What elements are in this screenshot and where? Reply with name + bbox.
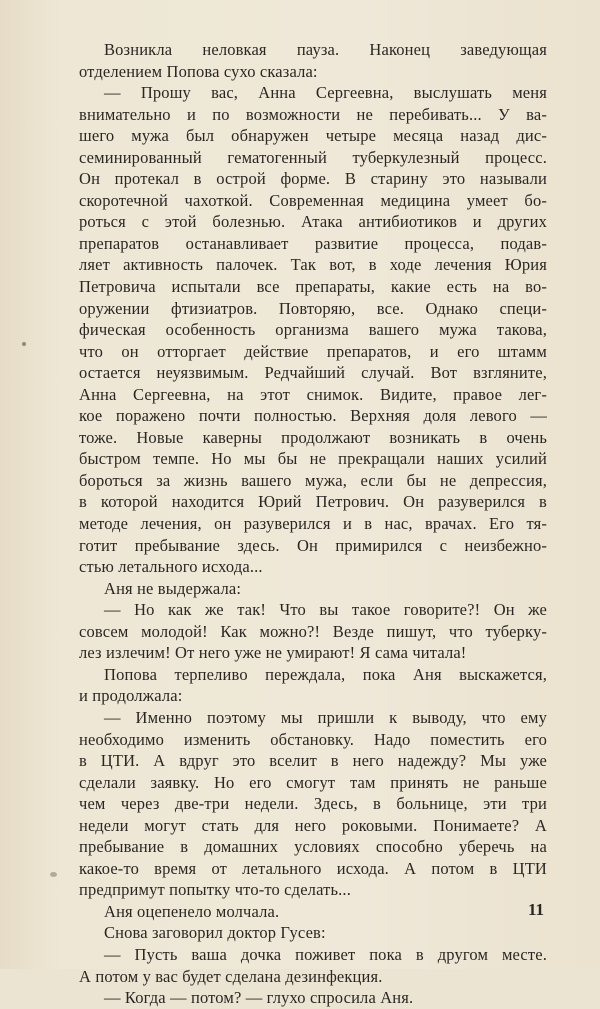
text-line: Он протекал в острой форме. В старину это называли (79, 169, 547, 189)
text-line: готит пребывание здесь. Он примирился с неизбежно- (79, 535, 547, 555)
text-line: отделением Попова сухо сказала: (79, 61, 318, 81)
text-line: кое поражено почти полностью. Верхняя доля левого — (79, 406, 547, 426)
text-line: недели могут стать для него роковыми. Понимаете? А (79, 815, 547, 835)
text-line: Аня не выдержала: (104, 578, 242, 598)
text-line: и продолжала: (79, 686, 183, 706)
text-line: Снова заговорил доктор Гусев: (104, 923, 326, 943)
text-line: — Прошу вас, Анна Сергеевна, выслушать меня (104, 83, 547, 103)
text-line: роться с этой болезнью. Атака антибиотиков и других (79, 212, 547, 232)
text-line: методе лечения, он разуверился и в нас, врачах. Его тя- (79, 514, 547, 534)
text-line: ляет активность палочек. Так вот, в ходе лечения Юрия (79, 255, 547, 275)
text-line: сделали заявку. Но его смогут там принять не раньше (79, 772, 547, 792)
margin-speck (50, 872, 57, 877)
text-line: А потом у вас будет сделана дезинфекция. (79, 966, 383, 986)
text-line: чем через две-три недели. Здесь, в больнице, эти три (79, 794, 547, 814)
text-line: лез излечим! От него уже не умирают! Я сама читала! (79, 643, 467, 663)
text-line: — Но как же так! Что вы такое говорите?! Он же (104, 600, 547, 620)
text-line: стью летального исхода... (79, 557, 263, 577)
text-line: скоротечной чахоткой. Современная медицина умеет бо- (79, 190, 547, 210)
text-line: Попова терпеливо переждала, пока Аня выскажется, (104, 664, 547, 684)
text-line: совсем молодой! Как можно?! Везде пишут, что туберку- (79, 621, 547, 641)
text-line: семинированный гематогенный туберкулезный процесс. (79, 147, 547, 167)
text-line: в которой находится Юрий Петрович. Он разуверился в (79, 492, 547, 512)
text-line: предпримут попытку что-то сделать... (79, 880, 351, 900)
page-number: 11 (527, 900, 544, 919)
text-line: препаратов останавливает развитие процесса, подав- (79, 233, 547, 253)
text-line: Аня оцепенело молчала. (104, 901, 280, 921)
text-line: быстром темпе. Но мы бы не прекращали наших усилий (79, 449, 547, 469)
text-line: в ЦТИ. А вдруг это вселит в него надежду? Мы уже (79, 751, 547, 771)
text-line: какое-то время от летального исхода. А потом в ЦТИ (79, 858, 547, 878)
text-line: — Пусть ваша дочка поживет пока в другом месте. (104, 944, 547, 964)
text-line: — Когда — потом? — глухо спросила Аня. (104, 988, 414, 1008)
text-line: бороться за жизнь вашего мужа, если бы не депрессия, (79, 470, 547, 490)
body-text (79, 39, 547, 1009)
text-line: тоже. Новые каверны продолжают возникать в очень (79, 427, 547, 447)
text-line: Петровича испытали все препараты, какие есть на во- (79, 277, 547, 297)
text-line: остается неуязвимым. Редчайший случай. Вот взгляните, (79, 363, 547, 383)
text-line: что он отторгает действие препаратов, и его штамм (79, 341, 547, 361)
text-line: Анна Сергеевна, на этот снимок. Видите, правое лег- (79, 384, 547, 404)
text-line: оружении фтизиатров. Повторяю, все. Однако специ- (79, 298, 547, 318)
text-line: пребывание в домашних условиях способно уберечь на (79, 837, 547, 857)
text-line: Возникла неловкая пауза. Наконец заведующая (104, 40, 547, 59)
text-line: фическая особенность организма вашего мужа такова, (79, 320, 547, 340)
text-line: шего мужа был обнаружен четыре месяца назад дис- (79, 126, 547, 146)
text-line: внимательно и по возможности не перебивать... У ва- (79, 104, 547, 124)
text-line: необходимо изменить обстановку. Надо поместить его (79, 729, 547, 749)
text-line: — Именно поэтому мы пришли к выводу, что ему (104, 707, 547, 727)
margin-speck (22, 342, 26, 346)
